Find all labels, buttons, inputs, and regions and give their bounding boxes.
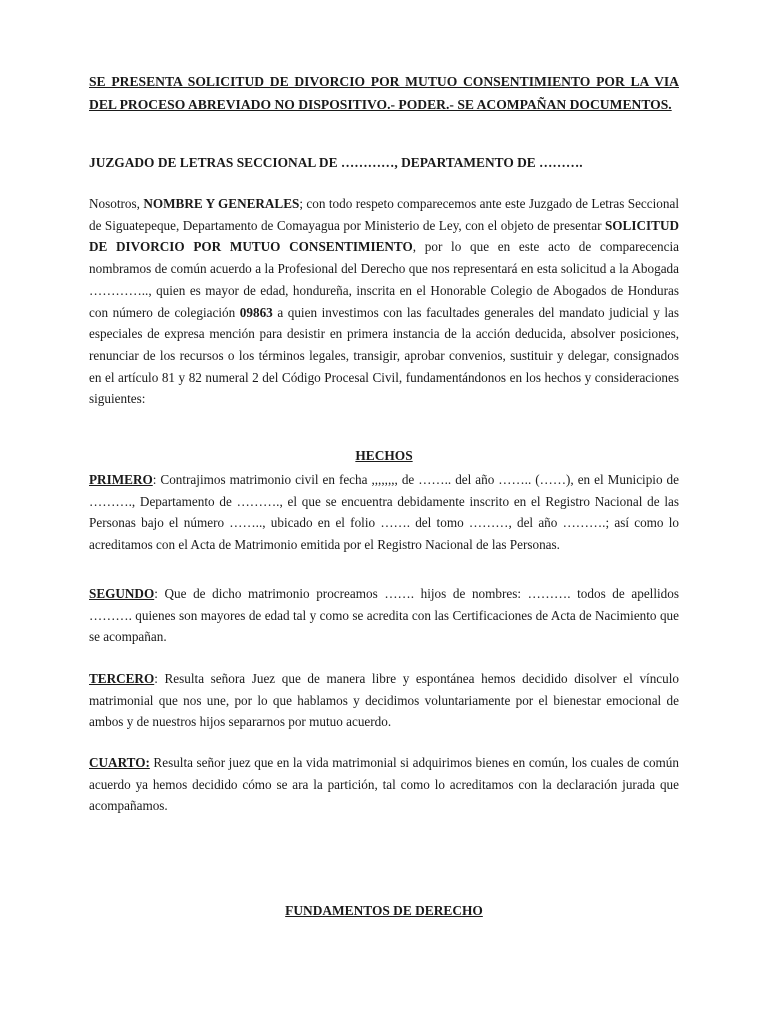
fact-cuarto bbox=[89, 752, 679, 817]
intro-bold-names: NOMBRE Y GENERALES bbox=[143, 196, 300, 211]
fact-segundo bbox=[89, 583, 679, 648]
intro-text-2: ; con todo respeto comparecemos ante este Juzgado de Letras Seccional de Siguatepeque, Departamento de Comayagua por Ministerio de Ley, con el objeto de presentar bbox=[89, 196, 679, 233]
fact-tercero bbox=[89, 668, 679, 733]
intro-bold-number: 09863 bbox=[239, 304, 273, 320]
document-title: SE PRESENTA SOLICITUD DE DIVORCIO POR MUTUO CONSENTIMIENTO POR LA VIA DEL PROCESO ABREVIADO NO DISPOSITIVO.- PODER.- SE ACOMPAÑAN DOCUMENTOS. bbox=[89, 74, 679, 112]
fact-tercero-text: : Resulta señora Juez que de manera libre y espontánea hemos decidido disolver el vínculo matrimonial que nos une, por lo que hablamos y decidimos voluntariamente por el bienestar emocional de ambos y de nuestros hijos separarnos por mutuo acuerdo. bbox=[89, 671, 679, 730]
hechos-heading: HECHOS bbox=[355, 448, 413, 463]
intro-bold-request: SOLICITUD DE DIVORCIO POR MUTUO CONSENTIMIENTO bbox=[89, 217, 679, 255]
fact-segundo-label: SEGUNDO bbox=[89, 586, 155, 601]
fact-segundo-text: : Que de dicho matrimonio procreamos ……. hijos de nombres: ………. todos de apellidos ………. quienes son mayores de edad tal y como se acredita con las Certificaciones de Acta de Nacimiento que se acompañan. bbox=[89, 586, 679, 645]
intro-text-1: Nosotros, bbox=[89, 196, 144, 211]
fundamentos-heading: FUNDAMENTOS DE DERECHO bbox=[285, 903, 483, 918]
fact-tercero-label: TERCERO bbox=[89, 671, 155, 686]
intro-text-4: a quien investimos con las facultades generales del mandato judicial y las especiales de expresa mención para desistir en primera instancia de la acción deducida, absolver posiciones, renunciar de los recursos o los términos legales, transigir, aprobar convenios, sustituir y delegar, consignados en el artículo 81 y 82 numeral 2 del Código Procesal Civil, fundamentándonos en los hechos y consideraciones siguientes: bbox=[89, 304, 679, 407]
court-heading: JUZGADO DE LETRAS SECCIONAL DE …………, DEPARTAMENTO DE ………. bbox=[89, 155, 583, 170]
fact-primero bbox=[89, 469, 679, 556]
fact-cuarto-text: Resulta señor juez que en la vida matrimonial si adquirimos bienes en común, los cuales de común acuerdo ya hemos decidido cómo se ara la partición, tal como lo acreditamos con la declaración jurada que acompañamos. bbox=[89, 755, 679, 814]
intro-paragraph bbox=[89, 193, 679, 410]
fact-cuarto-label: CUARTO: bbox=[89, 755, 150, 770]
intro-text-3: , por lo que en este acto de comparecencia nombramos de común acuerdo a la Profesional del Derecho que nos representará en esta solicitud a la Abogada ………….., quien es mayor de edad, hondureña, inscrita en el Honorable Colegio de Abogados de Honduras con número de colegiación bbox=[89, 239, 679, 320]
fact-primero-text: : Contrajimos matrimonio civil en fecha ,,,,,,,, de …….. del año …….. (……), en el Municipio de ………., Departamento de ………., el que se encuentra debidamente inscrito en el Registro Nacional de las Personas bajo el número …….., ubicado en el folio ……. del tomo ………, del año ……….; así como lo acreditamos con el Acta de Matrimonio emitida por el Registro Nacional de las Personas. bbox=[89, 472, 679, 553]
fact-primero-label: PRIMERO bbox=[89, 472, 153, 487]
